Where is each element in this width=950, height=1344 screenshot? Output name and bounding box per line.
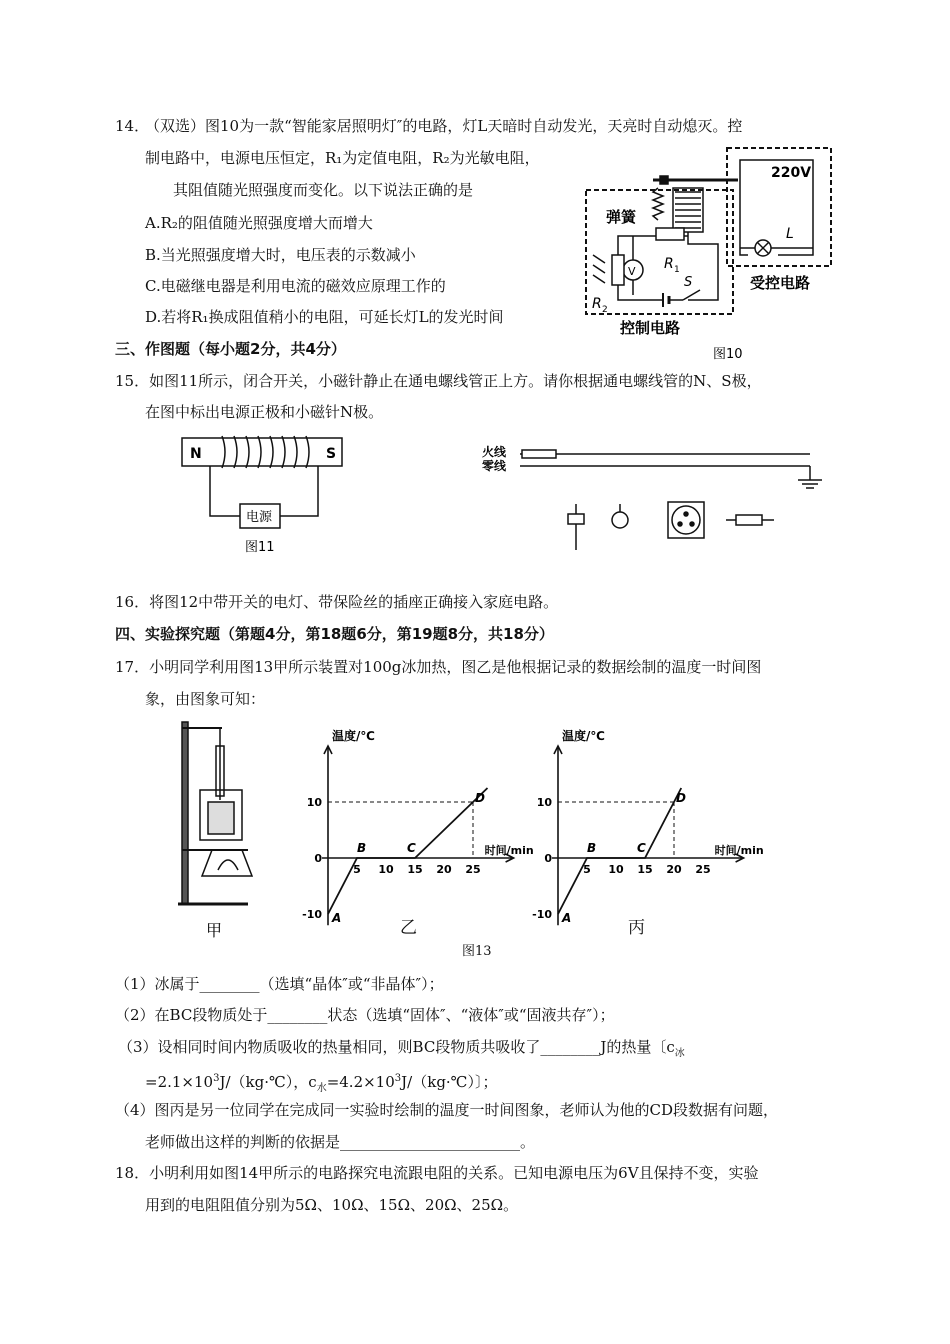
point-label-d: D [475, 791, 485, 805]
q15-line1: 15．如图11所示，闭合开关，小磁针静止在通电螺线管正上方。请你根据通电螺线管的N、S极， [115, 372, 762, 390]
q14-option-b: B.当光照强度增大时，电压表的示数减小 [145, 246, 416, 264]
q17-sub1: （1）冰属于________（选填“晶体″或“非晶体″）； [115, 975, 444, 993]
point-label-a: A [562, 911, 572, 925]
q14-number: 14． [115, 117, 150, 135]
q15-line2: 在图中标出电源正极和小磁针N极。 [145, 403, 384, 421]
socket-icon [668, 502, 704, 538]
fuse-box-icon [736, 515, 762, 525]
svg-text:1: 1 [674, 265, 680, 275]
q14-option-d: D.若将R₁换成阻值稍小的电阻，可延长灯L的发光时间 [145, 308, 504, 326]
r2-resistor [612, 255, 624, 285]
svg-text:图11: 图11 [245, 540, 275, 555]
bulb-icon [612, 512, 628, 528]
svg-text:220V: 220V [771, 165, 812, 181]
x-tick-label: 10 [378, 863, 394, 876]
q17-sub3-line1: （3）设相同时间内物质吸收的热量相同，则BC段物质共吸收了________J的热量〔$c_冰$ [118, 1038, 685, 1059]
y-tick-label: 10 [306, 796, 322, 809]
q18-line2: 用到的电阻阻值分别为5Ω、10Ω、15Ω、20Ω、25Ω。 [145, 1196, 519, 1214]
point-label-c: C [637, 841, 646, 855]
series-line [558, 788, 681, 914]
q14-option-a: A.R₂的阻值随光照强度增大而增大 [145, 214, 373, 232]
svg-text:S: S [326, 446, 337, 462]
x-tick-label: 15 [407, 863, 423, 876]
svg-text:R: R [664, 256, 674, 272]
solenoid [182, 438, 342, 466]
x-tick-label: 5 [353, 863, 361, 876]
y-axis-label: 温度/℃ [332, 729, 375, 743]
fuse-icon [522, 450, 556, 458]
figure-13-apparatus [178, 720, 258, 940]
svg-text:零线: 零线 [482, 459, 507, 473]
q17-line1: 17．小明同学利用图13甲所示装置对100g冰加热，图乙是他根据记录的数据绘制的温度一时间图 [115, 658, 762, 676]
svg-text:N: N [190, 446, 202, 462]
chart-bing [530, 729, 764, 940]
svg-text:弹簧: 弹簧 [606, 208, 637, 226]
figure-10 [578, 140, 848, 360]
y-tick-label: 0 [544, 852, 552, 865]
svg-text:火线: 火线 [482, 445, 507, 459]
r1-resistor [656, 228, 684, 240]
x-tick-label: 20 [666, 863, 682, 876]
svg-text:图10: 图10 [713, 347, 743, 362]
svg-text:V: V [628, 265, 636, 278]
y-tick-label: -10 [302, 908, 322, 921]
figure-13-caption: 图13 [462, 944, 492, 959]
section-4-heading: 四、实验探究题（第题4分，第18题6分，第19题8分，共18分） [115, 625, 554, 643]
spring-icon [653, 188, 663, 220]
y-axis-label: 温度/℃ [562, 729, 605, 743]
q17-sub4-line2: 老师做出这样的判断的依据是________________________。 [145, 1133, 536, 1151]
q17-sub2: （2）在BC段物质处于________状态（选填“固体″、“液体″或“固液共存″）； [115, 1006, 615, 1024]
svg-text:R: R [592, 296, 602, 312]
svg-text:S: S [684, 275, 693, 290]
q14-line1: （双选）图10为一款“智能家居照明灯″的电路，灯L天暗时自动发光，天亮时自动熄灭。控 [145, 117, 743, 135]
svg-text:甲: 甲 [206, 921, 223, 940]
x-tick-label: 5 [583, 863, 591, 876]
x-tick-label: 20 [436, 863, 452, 876]
q14-option-c: C.电磁继电器是利用电流的磁效应原理工作的 [145, 277, 446, 295]
q17-sub3-line2: $=2.1\times 10^3J/(kg\cdot℃)$，$c_水=4.2\times 10^3J/(kg\cdot℃)$〕； [145, 1073, 498, 1094]
point-label-b: B [357, 841, 367, 855]
y-tick-label: -10 [532, 908, 552, 921]
svg-text:L: L [786, 226, 794, 242]
point-label-a: A [332, 911, 342, 925]
figure-12 [480, 440, 850, 550]
x-axis-label: 时间/min [714, 844, 764, 857]
x-tick-label: 25 [465, 863, 481, 876]
section-3-heading: 三、作图题（每小题2分，共4分） [115, 340, 346, 358]
svg-text:2: 2 [602, 305, 608, 315]
y-tick-label: 0 [314, 852, 322, 865]
chart-yi [300, 729, 534, 940]
q14-line2: 制电路中，电源电压恒定，R₁为定值电阻，R₂为光敏电阻， [145, 149, 540, 167]
burner-icon [202, 850, 252, 876]
q16-text: 16．将图12中带开关的电灯、带保险丝的插座正确接入家庭电路。 [115, 593, 559, 611]
y-tick-label: 10 [536, 796, 552, 809]
q18-line1: 18．小明利用如图14甲所示的电路探究电流跟电阻的关系。已知电源电压为6V且保持不变，实验 [115, 1164, 759, 1182]
coil-windings [222, 436, 309, 468]
point-label-c: C [407, 841, 416, 855]
x-axis-label: 时间/min [484, 844, 534, 857]
x-tick-label: 25 [695, 863, 711, 876]
q17-sub4-line1: （4）图丙是另一位同学在完成同一实验时绘制的温度一时间图象，老师认为他的CD段数据有问题， [115, 1101, 779, 1119]
q17-line2: 象，由图象可知： [145, 690, 266, 708]
switch-icon [568, 514, 584, 524]
point-label-b: B [587, 841, 597, 855]
q14-line3: 其阻值随光照强度而变化。以下说法正确的是 [173, 181, 474, 199]
svg-text:控制电路: 控制电路 [620, 319, 681, 337]
svg-text:受控电路: 受控电路 [750, 274, 811, 292]
chart-bing-label: 丙 [628, 918, 645, 938]
point-label-d: D [676, 791, 686, 805]
svg-text:电源: 电源 [246, 510, 273, 525]
x-tick-label: 15 [637, 863, 653, 876]
chart-yi-label: 乙 [400, 918, 417, 938]
figure-11 [180, 432, 360, 555]
x-tick-label: 10 [608, 863, 624, 876]
